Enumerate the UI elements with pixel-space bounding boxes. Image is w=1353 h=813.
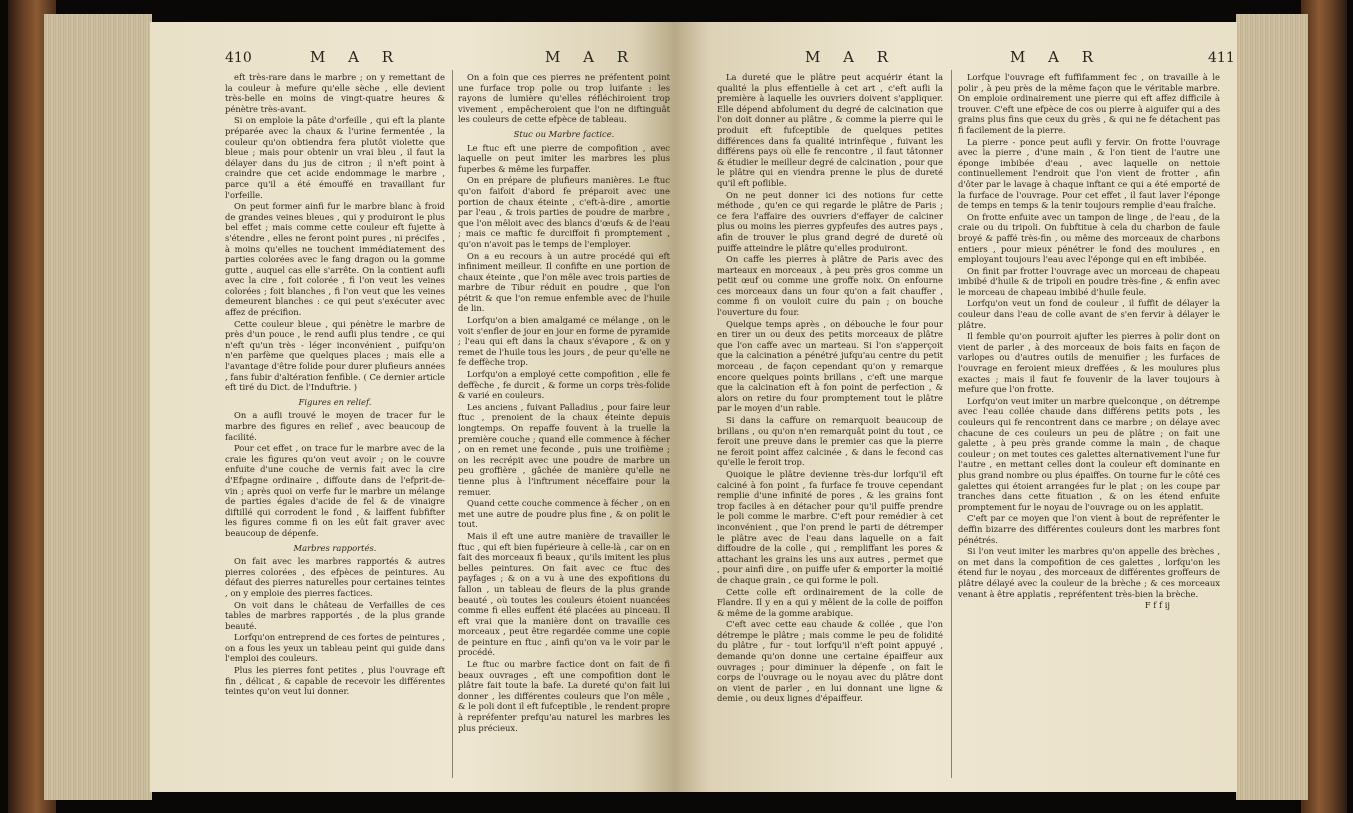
paragraph: On en prépare de plufieurs manières. Le ftuc qu'on faifoit d'abord fe préparoit avec une portion de chaux éteinte , c'eft-à-dire , amortie par l'eau , & trois parties de poudre de marbre , que l'on mêloit avec des blancs d'œufs & de l'eau ; mais ce maftic fe durciffoit fi promptement , qu'on n'avoit pas le temps de l'employer. [458, 175, 670, 249]
left-page-header [150, 48, 675, 74]
right-page-header [675, 48, 1237, 74]
running-head-right-col: M A R [545, 48, 638, 66]
right-page [675, 22, 1237, 792]
text-column [458, 72, 670, 776]
paragraph: On ne peut donner ici des notions fur cette méthode , qu'en ce qui regarde le plâtre de Paris ; ce fera l'affaire des ouvriers d'effayer de calciner plus ou moins les pierres gypfeufes des autres pays , afin de trouver le plus grand degré de dureté où puiffe atteindre le plâtre qu'elles produiront. [717, 189, 943, 253]
paragraph: Lorfqu'on a bien amalgamé ce mélange , on le voit s'enfler de jour en jour en forme de pyramide ; l'eau qui eft dans la chaux s'évapore , & on y remet de l'huile tous les jours , de peur qu'elle ne fe deffèche trop. [458, 315, 670, 368]
paragraph: Quand cette couche commence à fécher , on en met une autre de poudre plus fine , & on polit le tout. [458, 498, 670, 530]
running-head-left-col: M A R [310, 48, 403, 66]
paragraph: Le ftuc eft une pierre de compofition , avec laquelle on peut imiter les marbres les plus fuperbes & même les furpaffer. [458, 142, 670, 174]
paragraph: Les anciens , fuivant Palladius , pour faire leur ftuc , prenoient de la chaux éteinte depuis longtemps. On repaffe fouvent à la truelle la première couche ; quand elle commence à fécher , on en remet une feconde , puis une troifième ; on les recrépit avec une poudre de marbre un peu groffière , gâchée de manière qu'elle ne tienne plus à l'inftrument néceffaire pour la remuer. [458, 401, 670, 497]
paragraph: Lorfque l'ouvrage eft fuffifamment fec , on travaille à le polir , à peu près de la même façon que le véritable marbre. On emploie ordinairement une pierre qui eft affez difficile à trouver. C'eft une efpèce de cos ou pierre à aiguifer qui a des grains plus fins que ceux du grès , & qui ne fe détachent pas fi facilement de la pierre. [958, 72, 1220, 135]
paragraph: On finit par frotter l'ouvrage avec un morceau de chapeau imbibé d'huile & de tripoli en poudre très-fine , & enfin avec le morceau de chapeau imbibé d'huile feule. [958, 265, 1220, 297]
running-head-left-col: M A R [805, 48, 898, 66]
paragraph: Pour cet effet , on trace fur le marbre avec de la craie les figures qu'on veut avoir ; on le couvre enfuite d'une couche de vernis fait avec la cire d'Efpagne ordinaire , diffoute dans de l'efprit-de-vin ; après quoi on verfe fur le marbre un mélange de parties égales d'acide de fel & de vinaigre diftillé qui corrodent le fond , & laiffent fubfifter les figures comme fi on les eût fait graver avec beaucoup de dépenfe. [225, 443, 445, 538]
paragraph: On a eu recours à un autre procédé qui eft infiniment meilleur. Il confifte en une portion de chaux éteinte , que l'on mêle avec trois parties de marbre de Tibur réduit en poudre , que l'on pétrit & que l'on remue enfemble avec de l'huile de lin. [458, 250, 670, 314]
paragraph: eft très-rare dans le marbre ; on y remettant de la couleur à mefure qu'elle sèche , elle devient très-belle en moins de vingt-quatre heures & pénètre très-avant. [225, 72, 445, 114]
section-heading: Figures en relief. [298, 396, 372, 407]
left-page [150, 22, 675, 792]
text-column [958, 72, 1220, 776]
paragraph: On fait avec les marbres rapportés & autres pierres colorées , des efpèces de peintures. Au défaut des pierres naturelles pour certaines teintes , on y emploie des pierres factices. [225, 556, 445, 598]
running-head-right-col: M A R [1010, 48, 1103, 66]
paragraph: Plus les pierres font petites , plus l'ouvrage eft fin , délicat , & capable de recevoir les différentes teintes qu'on veut lui donner. [225, 665, 445, 697]
page-number: 410 [225, 50, 252, 66]
paragraph: On voit dans le château de Verfailles de ces tables de marbres rapportés , de la plus grande beauté. [225, 599, 445, 631]
paragraph: On caffe les pierres à plâtre de Paris avec des marteaux en morceaux , à peu près gros comme un petit œuf ou comme une groffe noix. On enfourne ces morceaux dans un four qu'on a fait chauffer , comme fi on vouloit cuire du pain ; on bouche l'ouverture du four. [717, 254, 943, 318]
paragraph: La pierre - ponce peut aufli y fervir. On frotte l'ouvrage avec la pierre , d'une main , & l'on tient de l'autre une éponge imbibée d'eau , avec laquelle on nettoie continuellement l'endroit que l'on vient de frotter , afin d'ôter par le lavage à chaque inftant ce qui a été emporté de la furface de l'ouvrage. Pour cet effet , il faut laver l'éponge de temps en temps & la tenir toujours remplie d'eau fraîche. [958, 136, 1220, 211]
section-heading: Stuc ou Marbre factice. [513, 128, 615, 139]
paragraph: Si dans la caffure on remarquoit beaucoup de brillans , ou qu'on n'en remarquât point du tout , ce feroit une preuve dans le premier cas que la pierre ne feroit point affez calcinée , & dans le fecond cas qu'elle le feroit trop. [717, 415, 943, 468]
column-rule [452, 70, 453, 778]
text-column [225, 72, 445, 776]
paragraph: Cette couleur bleue , qui pénètre le marbre de près d'un pouce , le rend aufli plus tendre , ce qui n'eft qu'un très - léger inconvénient , puifqu'on n'en parfème que quelques places ; mais elle a l'avantage d'être folide pour durer plufieurs années , fans fubir d'altération fenfible. ( Ce dernier article eft tiré du Dict. de l'Induftrie. ) [225, 318, 445, 393]
paragraph: Cette colle eft ordinairement de la colle de Flandre. Il y en a qui y mêlent de la colle de poiffon & même de la gomme arabique. [717, 586, 943, 618]
page-number: 411 [1208, 50, 1235, 66]
paragraph: Le ftuc ou marbre factice dont on fait de fi beaux ouvrages , eft une compofition dont le plâtre fait toute la bafe. La dureté qu'on fait lui donner , les différentes couleurs que l'on mêle , & le poli dont il eft fufceptible , le rendent propre à repréfenter prefqu'au naturel les marbres les plus précieux. [458, 659, 670, 733]
paragraph: Quelque temps après , on débouche le four pour en tirer un ou deux des petits morceaux de plâtre que l'on caffe avec un marteau. Si l'on s'apperçoit que la calcination a pénétré jufqu'au centre du petit morceau , de façon cependant qu'on y remarque encore quelques points brillans , c'eft une marque que la calcination eft à fon point de perfection , & alors on retire du four promptement tout le plâtre par le moyen d'un rable. [717, 318, 943, 414]
paragraph: Mais il eft une autre manière de travailler le ftuc , qui eft bien fupérieure à celle-là , car on en fait des morceaux fi beaux , qu'ils imitent les plus belles peintures. On fait avec ce ftuc des payfages ; & on a vu à une des expofitions du fallon , un tableau de fleurs de la plus grande beauté , où toutes les couleurs étoient nuancées comme fi elles euffent été placées au pinceau. Il eft vrai que la manière dont on travaille ces morceaux , peut être regardée comme une copie de peinture en ftuc , ainfi qu'on va le voir par le procédé. [458, 530, 670, 658]
paragraph: On a aufli trouvé le moyen de tracer fur le marbre des figures en relief , avec beaucoup de facilité. [225, 410, 445, 442]
paragraph: On a foin que ces pierres ne préfentent point une furface trop polie ou trop luifante : les rayons de lumière qu'elles réfléchiroient trop vivement , empêcheroient que l'on ne diftinguât les couleurs de cette efpèce de tableau. [458, 72, 670, 125]
paragraph: La dureté que le plâtre peut acquérir étant la qualité la plus effentielle à cet art , c'eft aufli la première à laquelle les ouvriers doivent s'appliquer. Elle dépend abfolument du degré de calcination que l'on doit donner au plâtre , & comme la pierre qui le produit eft fufceptible de quelques petites différences dans fa qualité intrinfèque , fuivant les différens pays où elle fe rencontre , il faut tâtonner & étudier le meilleur degré de calcination , pour que le plâtre qui en viendra prenne le plus de dureté qu'il eft poflible. [717, 72, 943, 188]
paragraph: Si l'on veut imiter les marbres qu'on appelle des brèches , on met dans la compofition de ces galettes , lorfqu'on les étend fur le noyau , des morceaux de différentes groffeurs de plâtre délayé avec la couleur de la brèche ; & ces morceaux venant à être applatis , repréfentent très-bien la brèche. [958, 546, 1220, 599]
paragraph: Lorfqu'on veut un fond de couleur , il fuffit de délayer la couleur dans l'eau de colle avant de s'en fervir à délayer le plâtre. [958, 298, 1220, 330]
section-heading: Marbres rapportés. [293, 542, 377, 553]
paragraph: Si on emploie la pâte d'orfeille , qui eft la plante préparée avec la chaux & l'urine fermentée , la couleur qu'on obtiendra fera plutôt violette que bleue ; mais pour obtenir un vrai bleu , il faut la délayer dans du jus de citron ; il n'eft point à craindre que cet acide endommage le marbre , parce qu'il a été émouffé en travaillant fur l'orfeille. [225, 115, 445, 200]
paragraph: Lorfqu'on entreprend de ces fortes de peintures , on a fous les yeux un tableau peint qui guide dans l'emploi des couleurs. [225, 632, 445, 664]
paragraph: Il femble qu'on pourroit ajufter les pierres à polir dont on vient de parler , à des morceaux de bois faits en façon de varlopes ou d'autres outils de menuifier ; les furfaces de l'ouvrage en feroient mieux dreffées , & les moulures plus exactes ; mais il faut fe fouvenir de la laver toujours à mefure que l'on frotte. [958, 331, 1220, 395]
paragraph: Lorfqu'on a employé cette compofition , elle fe deffèche , fe durcit , & forme un corps très-folide & varié en couleurs. [458, 369, 670, 401]
column-rule [951, 70, 952, 778]
paragraph: On frotte enfuite avec un tampon de linge , de l'eau , de la craie ou du tripoli. On fubftitue à cela du charbon de faule broyé & paffé très-fin , ou même des morceaux de charbons entiers , pour mieux pénétrer le fond des moulures , en employant toujours l'eau avec l'éponge qui en eft imbibée. [958, 211, 1220, 265]
text-column [717, 72, 943, 776]
paragraph: Quoique le plâtre devienne très-dur lorfqu'il eft calciné à fon point , fa furface fe trouve cependant remplie d'une infinité de pores , & les grains font trop faciles à en détacher pour qu'il puiffe prendre le poli comme le marbre. C'eft pour remédier à cet inconvénient , que l'on prend le parti de détremper le plâtre avec de l'eau dans laquelle on a fait diffoudre de la colle , qui , rempliffant les pores & attachant les grains les uns aux autres , permet que , pour ainfi dire , on puiffe ufer & emporter la moitié de chaque grain , ce qui forme le poli. [717, 468, 943, 585]
paragraph: C'eft par ce moyen que l'on vient à bout de repréfenter le deffin bizarre des différentes couleurs dont les marbres font pénétrés. [958, 513, 1220, 545]
paragraph: On peut former ainfi fur le marbre blanc à froid de grandes veines bleues , qui y produiront le plus bel effet ; mais comme cette couleur eft fujette à s'étendre , elles ne feront point pures , ni précifes , à moins qu'elles ne touchent immédiatement des parties colorées avec le fang dragon ou la gomme gutte , auquel cas elle s'arrête. On la contient aufli avec la cire , foit colorée , fi l'on veut les veines colorées ; foit blanches , fi l'on veut que les veines demeurent blanches : ce qui peut s'exécuter avec affez de précifion. [225, 201, 445, 318]
paragraph: Lorfqu'on veut imiter un marbre quelconque , on détrempe avec l'eau collée chaude dans différens petits pots , les couleurs qui fe rencontrent dans ce marbre ; on délaye avec chacune de ces couleurs un peu de plâtre ; on fait une galette , à peu près grande comme la main , de chaque couleur ; on met toutes ces galettes alternativement l'une fur l'autre , en mettant celles dont la couleur eft dominante en plus grand nombre ou plus épaiffes. On tourne fur le côté ces galettes qui étoient arrangées fur le plat ; on les coupe par tranches dans cette fituation , & on les étend enfuite promptement fur le noyau de l'ouvrage ou on les applatit. [958, 395, 1220, 512]
page-edges-left [44, 14, 152, 800]
page-edges-right [1236, 14, 1308, 800]
paragraph: C'eft avec cette eau chaude & collée , que l'on détrempe le plâtre ; mais comme le peu de folidité du plâtre , fur - tout lorfqu'il n'eft point appuyé , demande qu'on donne une certaine épaiffeur aux ouvrages ; pour diminuer la dépenfe , on fait le corps de l'ouvrage ou le noyau avec du plâtre dont on vient de parler , en lui donnant une ligne & demie , ou deux lignes d'épaiffeur. [717, 619, 943, 704]
signature-mark: F f f ij [1144, 600, 1170, 611]
